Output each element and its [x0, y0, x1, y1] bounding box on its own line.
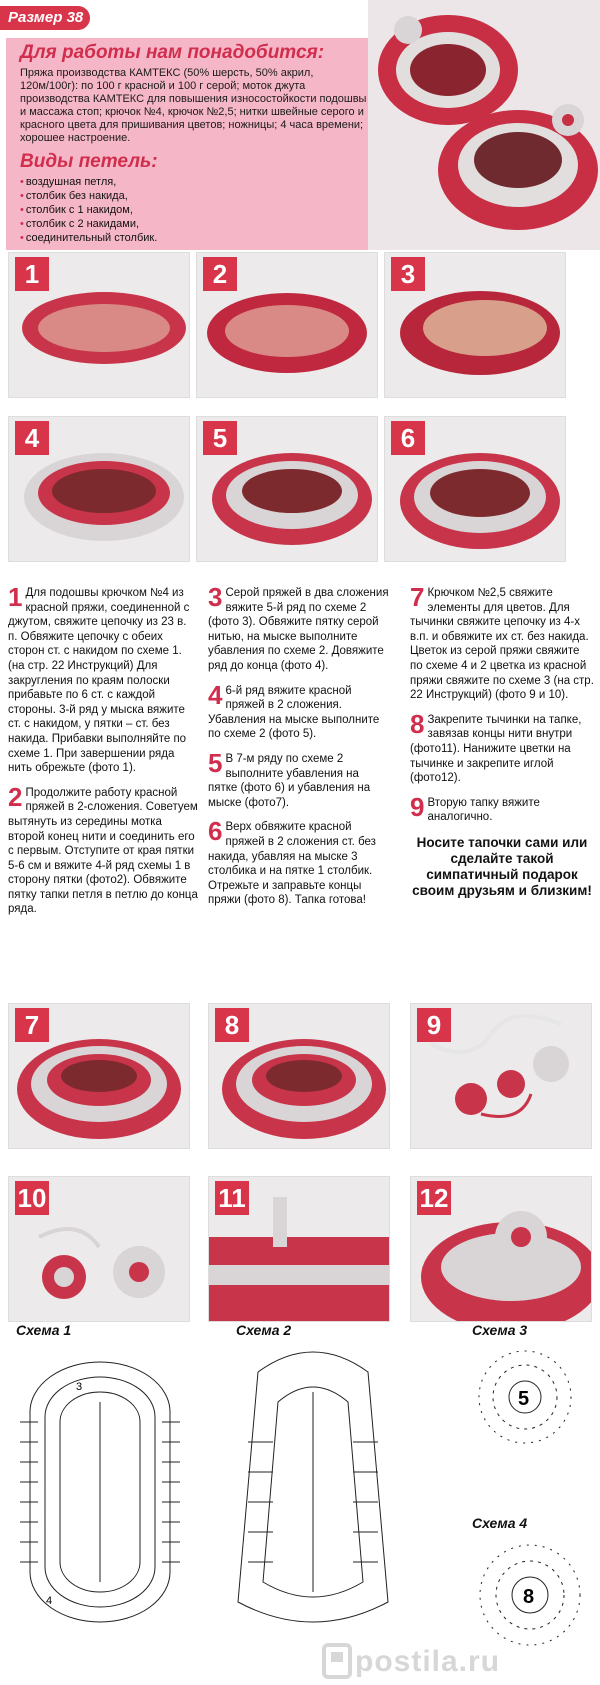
step-6: 6 Верх обвяжите красной пряжей в 2 сложения ст. без накида, убавляя на мыске 3 столбика и на пятке 1 столбик. Отрежьте и заправьте концы пряжи (фото 8). Тапка готова!: [208, 816, 376, 907]
postila-logo-icon: [322, 1643, 352, 1679]
scheme-4-title: Схема 4: [472, 1515, 528, 1531]
instructions-col-1: [8, 582, 198, 927]
size-tag: Размер 38: [0, 6, 90, 30]
scheme-2-title: Схема 2: [236, 1322, 292, 1338]
materials-title: Для работы нам понадобится:: [20, 42, 325, 63]
stitch-list: [20, 175, 378, 245]
photo-11: [208, 1176, 390, 1322]
photo-6: [384, 416, 566, 562]
scheme-center-number: 8: [523, 1586, 535, 1608]
photo-number: 3: [391, 257, 425, 291]
photo-9: [410, 1003, 592, 1149]
step-9: 9 Вторую тапку вяжите аналогично.: [410, 791, 540, 824]
list-item: • столбик с 1 накидом,: [20, 203, 378, 217]
scheme-mark: 3: [76, 1381, 83, 1393]
photo-1: [8, 252, 190, 398]
scheme-1-diagram: [10, 1342, 190, 1642]
watermark-text: postila.ru: [355, 1645, 501, 1678]
photo-number: 10: [15, 1181, 49, 1215]
step-3: 3 Серой пряжей в два сложения вяжите 5-й ряд по схеме 2 (фото 3). Обвяжите пятку серой нитью, на мыске выполните убавления по схеме 2. Довяжите ряд до конца (фото 4).: [208, 582, 389, 672]
photo-number: 8: [215, 1008, 249, 1042]
photo-4: [8, 416, 190, 562]
photo-number: 4: [15, 421, 49, 455]
step-5: 5 В 7-м ряду по схеме 2 выполните убавления на пятке (фото 6) и убавления на мыске (фото7).: [208, 747, 371, 809]
scheme-3-title: Схема 3: [472, 1322, 528, 1338]
scheme-2-diagram: [218, 1342, 408, 1642]
photo-number: 5: [203, 421, 237, 455]
hero-slippers-photo: [368, 0, 600, 250]
stitch-types-title: Виды петель:: [20, 151, 158, 172]
step-4: 4 6-й ряд вяжите красной пряжей в 2 сложения. Убавления на мыске выполните по схеме 2 (фото 5).: [208, 679, 380, 741]
scheme-center-number: 5: [518, 1388, 530, 1410]
step-8: 8 Закрепите тычинки на тапке, завязав концы нити внутри (фото11). Нанижите цветки на тычинке и закрепите иглой (фото12).: [410, 708, 582, 785]
step-7: 7 Крючком №2,5 свяжите элементы для цветов. Для тычинки свяжите цепочку из 4-х в.п. и обвяжите их ст. без накида. Цветок из серой пряжи свяжите по схеме 4 и 2 цветка из красной пряжи свяжите по схеме 3 (на стр. 22 Инструкций) (фото 9 и 10).: [410, 582, 594, 702]
photo-5: [196, 416, 378, 562]
photo-10: [8, 1176, 190, 1322]
photo-8: [208, 1003, 390, 1149]
photo-2: [196, 252, 378, 398]
list-item: • столбик с 2 накидами,: [20, 217, 378, 231]
scheme-4-diagram: [470, 1535, 590, 1655]
scheme-3-diagram: [470, 1342, 580, 1452]
photo-number: 2: [203, 257, 237, 291]
materials-box: [6, 38, 378, 250]
photo-number: 12: [417, 1181, 451, 1215]
list-item: • воздушная петля,: [20, 175, 378, 189]
instructions-col-2: [208, 582, 390, 918]
scheme-mark: 4: [46, 1595, 53, 1607]
photo-3: [384, 252, 566, 398]
photo-12: [410, 1176, 592, 1322]
materials-text: Пряжа производства КАМТЕКС (50% шерсть, 50% акрил, 120м/100г): по 100 г красной и 100 г серой; моток джута производства КАМТЕКС для повышения износостойкости подошвы и массажа стоп; крючок №4, крючок №2,5; нитки швейные серого и красного цвета для пришивания цветов; ножницы; 4 часа времени; хорошее настроение.: [20, 67, 367, 144]
photo-number: 6: [391, 421, 425, 455]
list-item: • соединительный столбик.: [20, 231, 378, 245]
list-item: • столбик без накида,: [20, 189, 378, 203]
step-1: 1 Для подошвы крючком №4 из красной пряжи, соединенной с джутом, свяжите цепочку из 23 в. п. Обвяжите цепочку с обеих сторон ст. с накидом по схеме 1. (на стр. 22 Инструкций) Для закругления по краям полоски прибавьте по 6 ст. с каждой стороны. 3-й ряд у мыска вяжите ст. с накидом, у пятки – ст. без накида. Прибавки выполняйте по схеме 1. При завершении ряда нить обрежьте (фото 1).: [8, 582, 190, 775]
photo-number: 9: [417, 1008, 451, 1042]
photo-7: [8, 1003, 190, 1149]
scheme-1-title: Схема 1: [16, 1322, 72, 1338]
closing-text: Носите тапочки сами или сделайте такой симпатичный подарок своим друзьям и близким!: [412, 834, 592, 898]
photo-number: 11: [215, 1181, 249, 1215]
instructions-col-3: [410, 582, 594, 899]
step-2: 2 Продолжите работу красной пряжей в 2-сложения. Советуем вытянуть из середины мотка второй конец нити и соединить его с первым. Отступите от края пятки 5-6 см и вяжите 4-й ряд схемы 1 в сторону пятки (фото2). Обвяжите пятку тапки петля в петлю до конца ряда.: [8, 781, 198, 916]
photo-number: 7: [15, 1008, 49, 1042]
photo-number: 1: [15, 257, 49, 291]
